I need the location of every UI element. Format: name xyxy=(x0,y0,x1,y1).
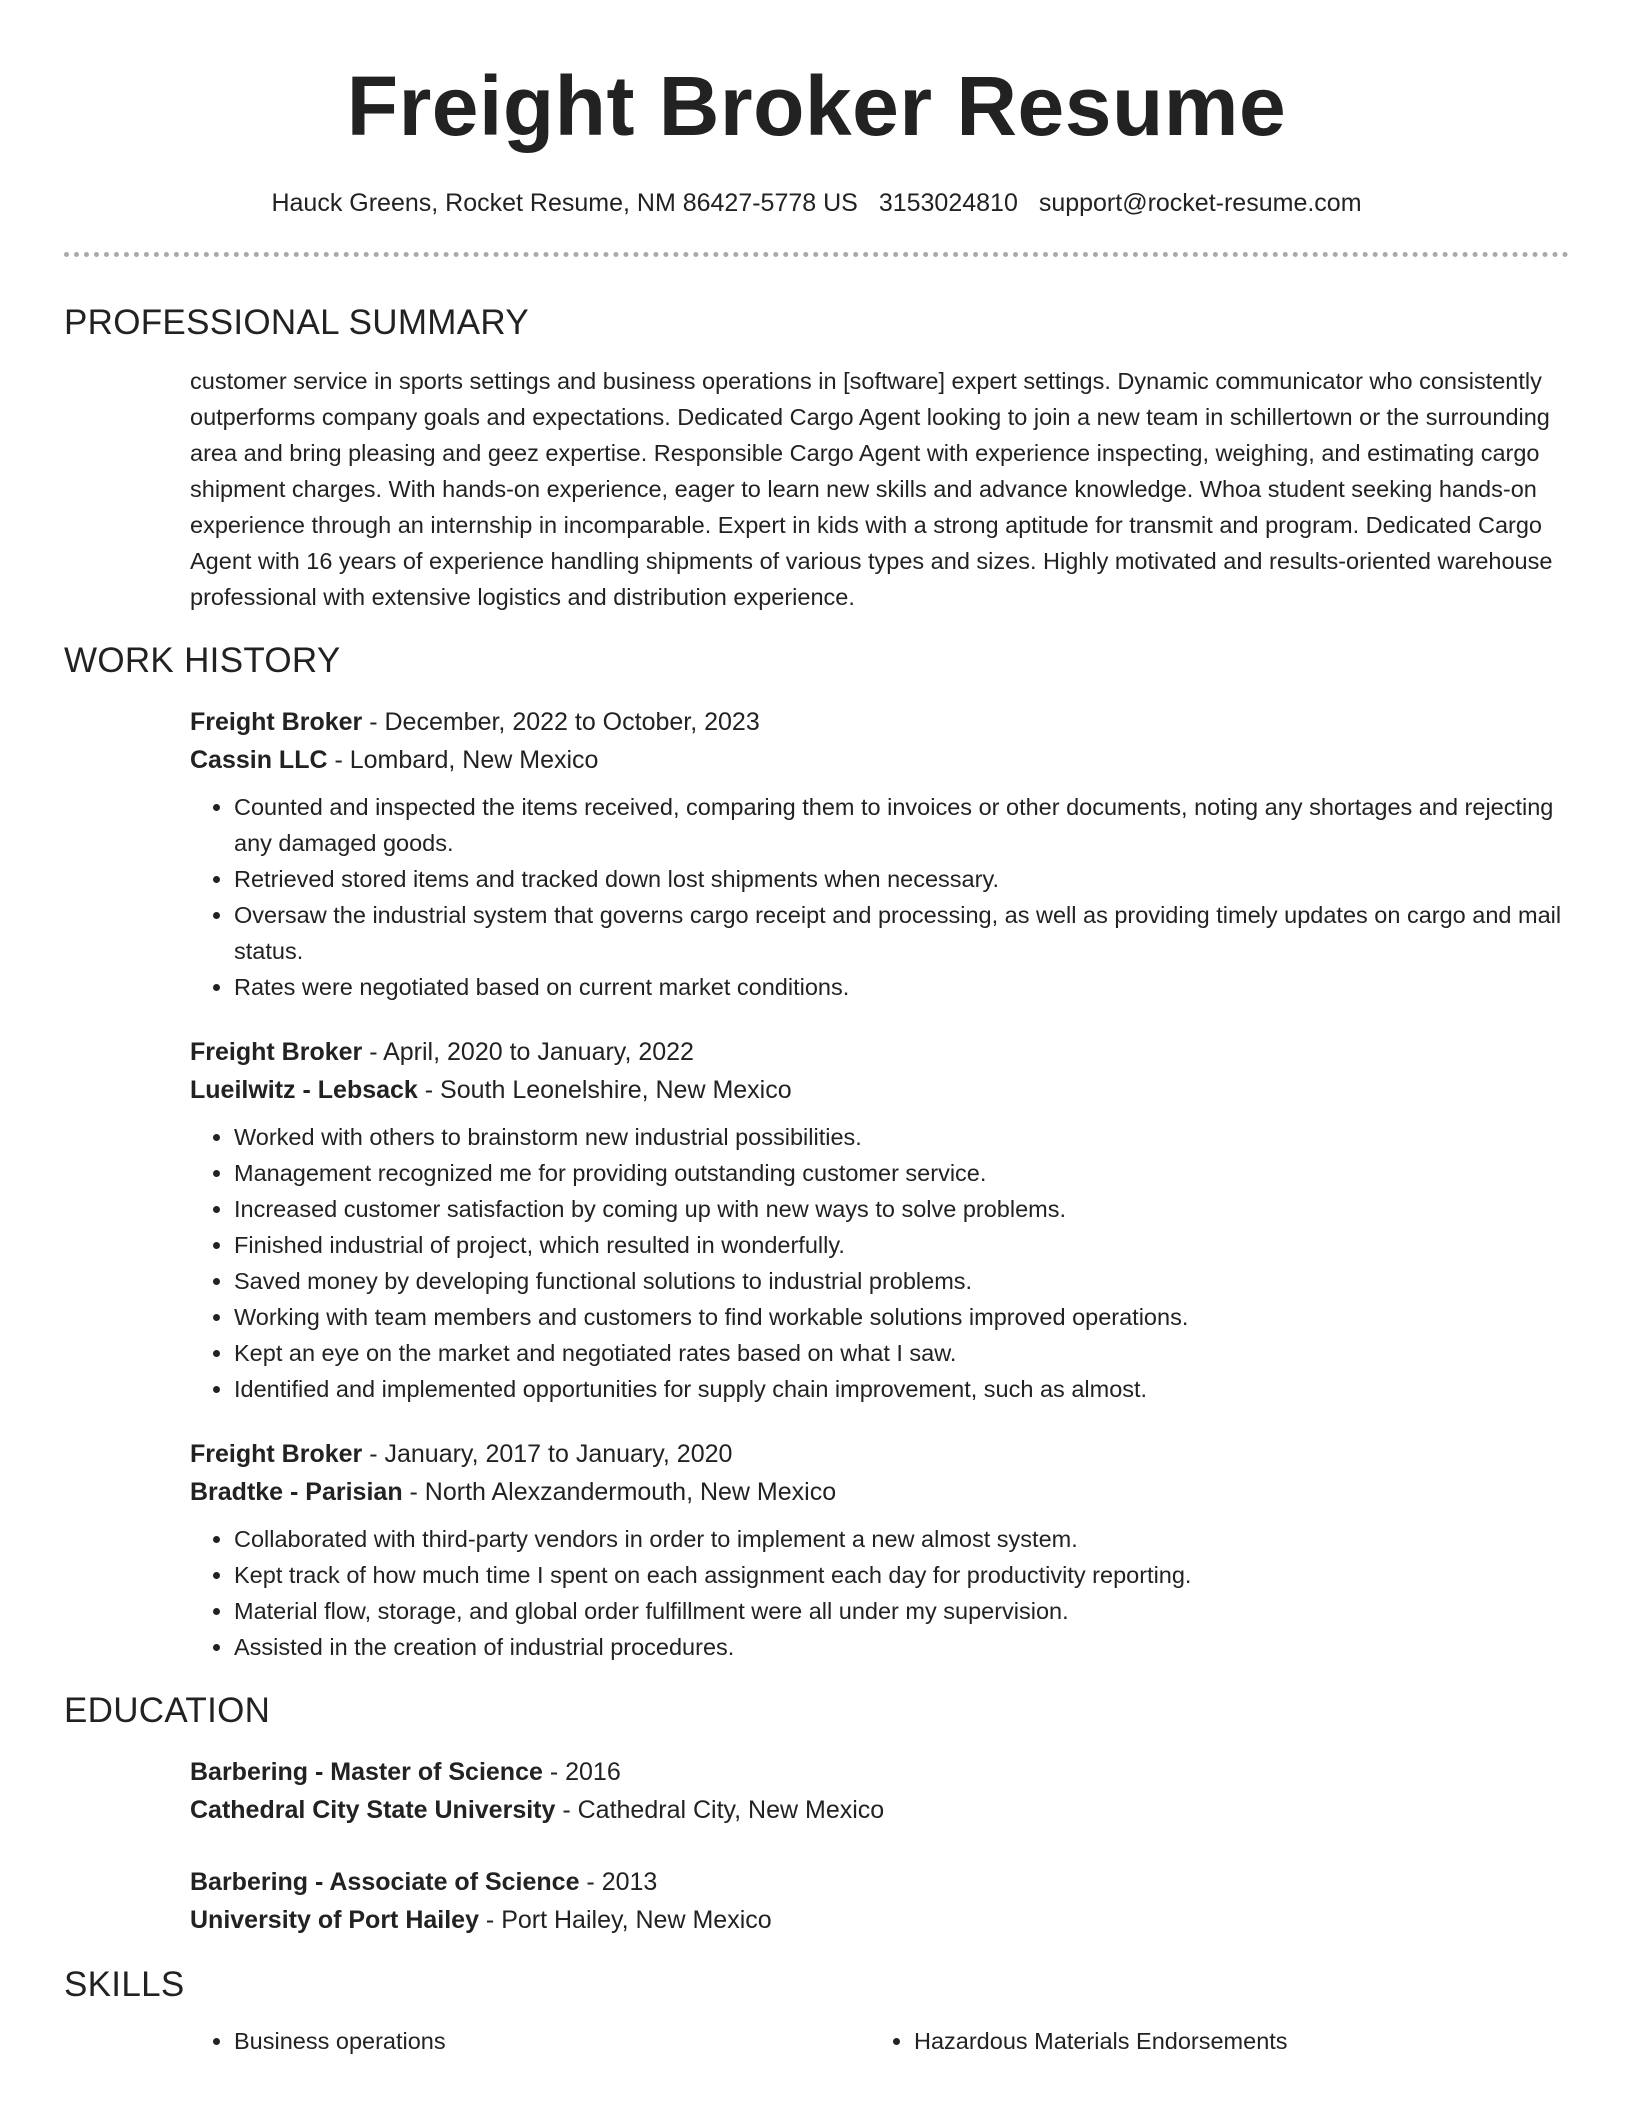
job-company-line xyxy=(190,1473,1569,1511)
job-bullet: • Saved money by developing functional solutions to industrial problems. xyxy=(234,1263,1569,1299)
job-bullet: • Finished industrial of project, which resulted in wonderfully. xyxy=(234,1227,1569,1263)
job-title-line xyxy=(190,1435,1569,1473)
education-degree-line xyxy=(190,1863,1569,1901)
job-bullet: • Kept an eye on the market and negotiated rates based on what I saw. xyxy=(234,1335,1569,1371)
job-bullet: • Working with team members and customers to find workable solutions improved operations. xyxy=(234,1299,1569,1335)
education-school: University of Port Hailey xyxy=(190,1906,479,1934)
job-entry xyxy=(190,1435,1569,1665)
education-school-line xyxy=(190,1901,1569,1939)
job-dates: - January, 2017 to January, 2020 xyxy=(362,1440,733,1468)
job-company-line xyxy=(190,741,1569,779)
job-bullet: • Management recognized me for providing outstanding customer service. xyxy=(234,1155,1569,1191)
job-title-line xyxy=(190,1033,1569,1071)
education-school-line xyxy=(190,1791,1569,1829)
skill-item: • Hazardous Materials Endorsements xyxy=(914,2023,1550,2059)
job-location: - Lombard, New Mexico xyxy=(327,746,599,774)
summary-text: customer service in sports settings and business operations in [software] expert settings. Dynamic communicator who consistently outperforms company goals and expectations. Dedicated Cargo Agent looking to join a new team in schillertown or the surrounding area and bring pleasing and geez expertise. Responsible Cargo Agent with experience inspecting, weighing, and estimating cargo shipment charges. With hands-on experience, eager to learn new skills and advance knowledge. Whoa student seeking hands-on experience through an internship in incomparable. Expert in kids with a strong aptitude for transmit and program. Dedicated Cargo Agent with 16 years of experience handling shipments of various types and sizes. Highly motivated and results-oriented warehouse professional with extensive logistics and distribution experience. xyxy=(190,368,1553,610)
job-bullet: • Assisted in the creation of industrial procedures. xyxy=(234,1629,1569,1665)
education-degree: Barbering - Associate of Science xyxy=(190,1868,580,1896)
job-bullet: • Identified and implemented opportunities for supply chain improvement, such as almost. xyxy=(234,1371,1569,1407)
contact-phone: 3153024810 xyxy=(878,189,1018,217)
contact-line xyxy=(64,188,1569,218)
education-entry xyxy=(190,1753,1569,1829)
education-location: - Port Hailey, New Mexico xyxy=(478,1906,772,1934)
skills-column-left xyxy=(190,2023,870,2059)
skills-column-right xyxy=(870,2023,1550,2059)
section-title-skills: SKILLS xyxy=(64,1965,185,2004)
job-bullet: • Counted and inspected the items received, comparing them to invoices or other documents, noting any shortages and rejecting any damaged goods. xyxy=(234,789,1569,861)
job-bullets xyxy=(190,1521,1569,1665)
job-bullet: • Worked with others to brainstorm new industrial possibilities. xyxy=(234,1119,1569,1155)
job-bullet: • Kept track of how much time I spent on each assignment each day for productivity reporting. xyxy=(234,1557,1569,1593)
contact-address: Hauck Greens, Rocket Resume, NM 86427-5778 US xyxy=(271,189,858,217)
education-entry xyxy=(190,1863,1569,1939)
job-company: Bradtke - Parisian xyxy=(190,1478,403,1506)
job-company: Cassin LLC xyxy=(190,746,328,774)
job-dates: - December, 2022 to October, 2023 xyxy=(362,708,760,736)
job-location: - South Leonelshire, New Mexico xyxy=(417,1076,792,1104)
contact-email: support@rocket-resume.com xyxy=(1038,189,1362,217)
job-bullet: • Oversaw the industrial system that governs cargo receipt and processing, as well as providing timely updates on cargo and mail status. xyxy=(234,897,1569,969)
job-entry xyxy=(190,703,1569,1005)
job-bullet: • Rates were negotiated based on current market conditions. xyxy=(234,969,1569,1005)
section-title-education: EDUCATION xyxy=(64,1691,271,1730)
job-bullet: • Collaborated with third-party vendors in order to implement a new almost system. xyxy=(234,1521,1569,1557)
education-year: - 2016 xyxy=(542,1758,621,1786)
job-role: Freight Broker xyxy=(190,1440,363,1468)
job-company: Lueilwitz - Lebsack xyxy=(190,1076,418,1104)
job-bullet: • Increased customer satisfaction by coming up with new ways to solve problems. xyxy=(234,1191,1569,1227)
job-bullet: • Retrieved stored items and tracked down lost shipments when necessary. xyxy=(234,861,1569,897)
education-degree-line xyxy=(190,1753,1569,1791)
skills-list xyxy=(190,2023,1569,2059)
education-school: Cathedral City State University xyxy=(190,1796,556,1824)
job-bullets xyxy=(190,1119,1569,1407)
education-year: - 2013 xyxy=(579,1868,658,1896)
education-degree: Barbering - Master of Science xyxy=(190,1758,543,1786)
job-role: Freight Broker xyxy=(190,708,363,736)
skill-item: • Business operations xyxy=(234,2023,870,2059)
resume-page xyxy=(64,0,1569,2059)
job-role: Freight Broker xyxy=(190,1038,363,1066)
section-title-work-history: WORK HISTORY xyxy=(64,641,341,680)
job-bullet: • Material flow, storage, and global order fulfillment were all under my supervision. xyxy=(234,1593,1569,1629)
job-company-line xyxy=(190,1071,1569,1109)
job-bullets xyxy=(190,789,1569,1005)
education-location: - Cathedral City, New Mexico xyxy=(555,1796,885,1824)
header-divider xyxy=(64,252,1569,257)
job-dates: - April, 2020 to January, 2022 xyxy=(362,1038,694,1066)
section-title-summary: PROFESSIONAL SUMMARY xyxy=(64,303,529,342)
job-entry xyxy=(190,1033,1569,1407)
job-title-line xyxy=(190,703,1569,741)
resume-title: Freight Broker Resume xyxy=(346,59,1287,153)
job-location: - North Alexzandermouth, New Mexico xyxy=(402,1478,837,1506)
